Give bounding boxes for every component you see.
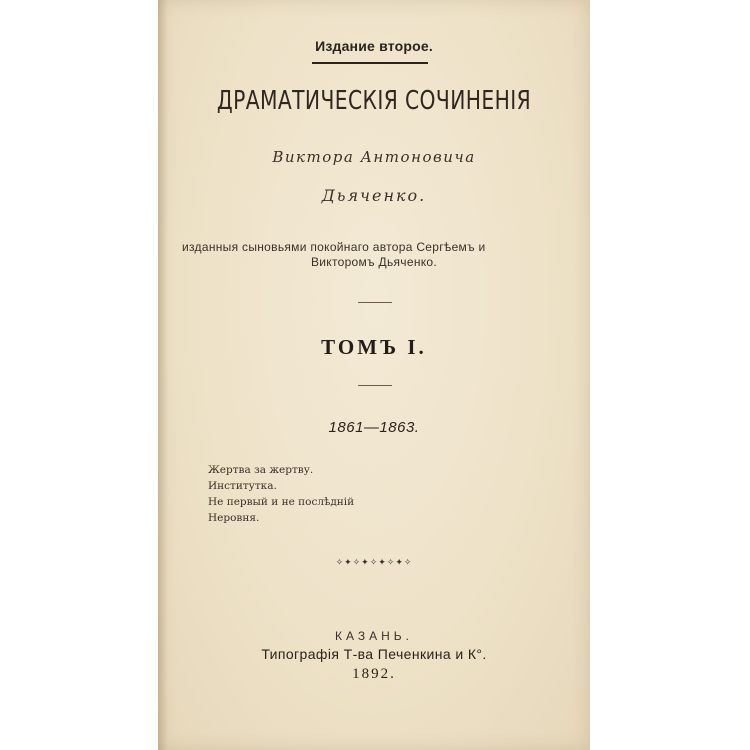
contents-item: Неровня. [208,512,260,524]
author-surname: Дьяченко. [321,186,427,205]
contents-item: Не первый и не послѣдній [208,496,355,508]
volume-years: 1861—1863. [328,419,420,436]
edition-underline [312,62,428,64]
author-first-names: Виктора Антоновича [272,148,476,166]
ornament-divider: ✧✦✧✦✧✦✧✦✧ [335,558,413,568]
imprint-printer: Типографія Т-ва Печенкина и К°. [261,646,487,662]
publisher-note-line-1: изданныя сыновьями покойнаго автора Сергѣемъ и [182,240,486,254]
divider-lower [358,385,392,386]
contents-item: Жертва за жертву. [208,464,314,476]
imprint-year: 1892. [352,666,396,682]
contents-item: Институтка. [208,480,277,492]
contents-list [208,462,354,526]
book-title-page [158,0,590,750]
publisher-note-line-2: Викторомъ Дьяченко. [310,255,438,269]
divider-upper [358,302,392,303]
volume-number: ТОМЪ I. [321,335,427,359]
imprint-city: КАЗАНЬ. [335,629,413,643]
book-title: ДРАМАТИЧЕСКІЯ СОЧИНЕНІЯ [216,86,532,116]
edition-note: Издание второе. [315,38,433,54]
